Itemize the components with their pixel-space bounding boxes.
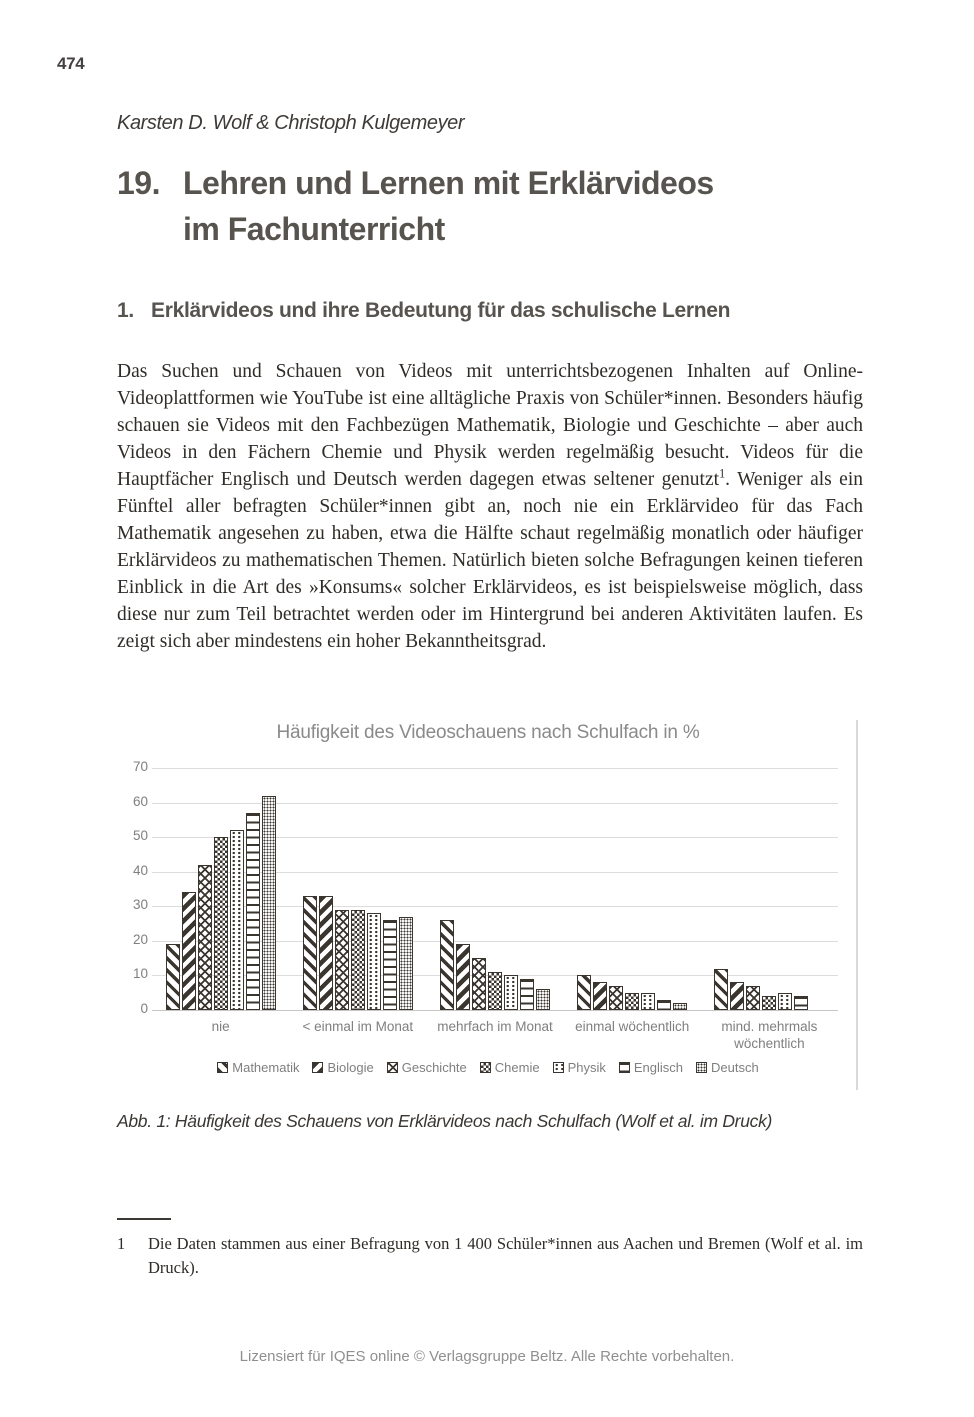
paragraph-text-before-footnote: Das Suchen und Schauen von Videos mit unterrichtsbezogenen Inhalten auf Online-Videoplattformen wie YouTube ist eine alltägliche Praxis von Schüler*innen. Besonders häufig schauen sie Videos mit den Fachbezügen Mathematik, Biologie und Geschichte – aber auch Videos in den Fächern Chemie und Physik werden regelmäßig besucht. Videos für die Hauptfächer Englisch und Deutsch werden dagegen etwas seltener genutzt: [117, 361, 863, 490]
legend-label: Englisch: [633, 1060, 684, 1075]
footnote-reference: 1: [719, 466, 726, 481]
chart-legend: [118, 1060, 858, 1075]
legend-label: Geschichte: [401, 1060, 467, 1075]
bar-biologie-3: [593, 982, 607, 1010]
legend-swatch-diagonal-down-icon: [312, 1062, 323, 1073]
figure-caption: Abb. 1: Häufigkeit des Schauens von Erklärvideos nach Schulfach (Wolf et al. im Druck): [117, 1111, 773, 1131]
footnote-rule: [117, 1218, 171, 1220]
bar-geschichte-2: [472, 958, 486, 1010]
y-axis-tick-60: 60: [132, 793, 148, 809]
bar-physik-2: [504, 975, 518, 1010]
bar-physik-1: [367, 913, 381, 1010]
legend-label: Mathematik: [232, 1060, 300, 1075]
y-axis-tick-40: 40: [132, 862, 148, 878]
authors-line: Karsten D. Wolf & Christoph Kulgemeyer: [117, 112, 465, 134]
legend-label: Chemie: [494, 1060, 540, 1075]
legend-swatch-checkerboard-icon: [480, 1062, 491, 1073]
category-label-1: < einmal im Monat: [302, 1019, 414, 1034]
bar-englisch-4: [794, 996, 808, 1010]
legend-swatch-dotted-columns-icon: [553, 1062, 564, 1073]
chapter-title-line2: im Fachunterricht: [183, 211, 445, 247]
section-title: Erklärvideos und ihre Bedeutung für das schulische Lernen: [151, 299, 731, 322]
y-axis-tick-10: 10: [132, 966, 148, 982]
bar-biologie-1: [319, 896, 333, 1010]
footer-license: Lizensiert für IQES online © Verlagsgruppe Beltz. Alle Rechte vorbehalten.: [239, 1348, 735, 1365]
legend-item-geschichte: [387, 1060, 467, 1075]
legend-label: Physik: [567, 1060, 606, 1075]
category-label-4: mind. mehrmals wöchentlich: [721, 1019, 818, 1051]
figure-chart: [118, 714, 858, 1094]
bar-englisch-2: [520, 979, 534, 1010]
bar-biologie-0: [182, 892, 196, 1010]
section-number: 1.: [117, 299, 134, 322]
y-axis-tick-50: 50: [132, 828, 148, 844]
bar-geschichte-1: [335, 910, 349, 1010]
bar-chemie-1: [351, 910, 365, 1010]
bar-biologie-2: [456, 944, 470, 1010]
section-heading: [117, 299, 730, 323]
y-axis-tick-0: 0: [140, 1001, 148, 1016]
legend-swatch-crosshatch-icon: [387, 1062, 398, 1073]
bar-physik-0: [230, 830, 244, 1010]
bar-englisch-3: [657, 1000, 671, 1010]
body-paragraph: [117, 358, 863, 655]
gridline-60: [152, 803, 838, 804]
legend-item-chemie: [480, 1060, 540, 1075]
footnote: [117, 1232, 863, 1280]
legend-label: Biologie: [327, 1060, 374, 1075]
bar-geschichte-4: [746, 986, 760, 1010]
legend-item-physik: [553, 1060, 606, 1075]
legend-item-mathematik: [217, 1060, 299, 1075]
footnote-text: Die Daten stammen aus einer Befragung von 1 400 Schüler*innen aus Aachen und Bremen (Wolf et al. im Druck).: [148, 1234, 863, 1277]
legend-swatch-fine-dots-icon: [696, 1062, 707, 1073]
gridline-0: [152, 1010, 838, 1011]
legend-swatch-horizontal-lines-icon: [619, 1062, 630, 1073]
legend-item-deutsch: [696, 1060, 759, 1075]
bar-mathematik-3: [577, 975, 591, 1010]
chapter-number: 19.: [117, 165, 160, 201]
bar-deutsch-0: [262, 796, 276, 1010]
y-axis-tick-30: 30: [132, 897, 148, 913]
legend-label: Deutsch: [711, 1060, 759, 1075]
chart-right-border: [856, 720, 858, 1090]
bar-mathematik-1: [303, 896, 317, 1010]
bar-geschichte-3: [609, 986, 623, 1010]
bar-deutsch-1: [399, 917, 413, 1010]
bar-physik-4: [778, 993, 792, 1010]
category-label-2: mehrfach im Monat: [437, 1019, 553, 1034]
bar-mathematik-0: [166, 944, 180, 1010]
bar-chemie-3: [625, 993, 639, 1010]
chapter-heading: [117, 160, 714, 252]
y-axis-tick-20: 20: [132, 931, 148, 947]
paragraph-text-after-footnote: . Weniger als ein Fünftel aller befragten Schüler*innen gibt an, noch nie ein Erklärvideo für das Fach Mathematik angesehen zu haben, etwa die Hälfte schaut regelmäßig monatlich oder häufiger Erklärvideos zu mathematischen Themen. Natürlich bieten solche Befragungen keinen tieferen Einblick in die Art des »Konsums« solcher Erklärvideos, es ist beispielsweise möglich, dass diese nur zum Teil betrachtet werden oder im Hintergrund bei anderen Aktivitäten laufen. Es zeigt sich aber mindestens ein hoher Bekanntheitsgrad.: [117, 469, 864, 652]
chart-title: Häufigkeit des Videoschauens nach Schulfach in %: [276, 722, 700, 743]
bar-deutsch-3: [673, 1003, 687, 1010]
bar-mathematik-2: [440, 920, 454, 1010]
chapter-title: [183, 160, 714, 252]
footnote-marker: 1: [117, 1234, 126, 1253]
category-label-0: nie: [211, 1019, 230, 1034]
bar-chemie-0: [214, 837, 228, 1010]
bar-englisch-0: [246, 813, 260, 1010]
chapter-title-line1: Lehren und Lernen mit Erklärvideos: [183, 165, 714, 201]
bar-mathematik-4: [714, 969, 728, 1010]
legend-swatch-diagonal-up-icon: [217, 1062, 228, 1073]
chart-plot: [118, 714, 858, 1094]
bar-deutsch-2: [536, 989, 550, 1010]
bar-chemie-2: [488, 972, 502, 1010]
legend-item-englisch: [619, 1060, 683, 1075]
bar-chemie-4: [762, 996, 776, 1010]
bar-physik-3: [641, 993, 655, 1010]
y-axis-tick-70: 70: [132, 759, 148, 774]
bar-biologie-4: [730, 982, 744, 1010]
page-number: 474: [57, 54, 85, 73]
legend-item-biologie: [312, 1060, 373, 1075]
bar-englisch-1: [383, 920, 397, 1010]
bar-geschichte-0: [198, 865, 212, 1010]
category-label-3: einmal wöchentlich: [575, 1019, 690, 1034]
gridline-70: [152, 768, 838, 769]
